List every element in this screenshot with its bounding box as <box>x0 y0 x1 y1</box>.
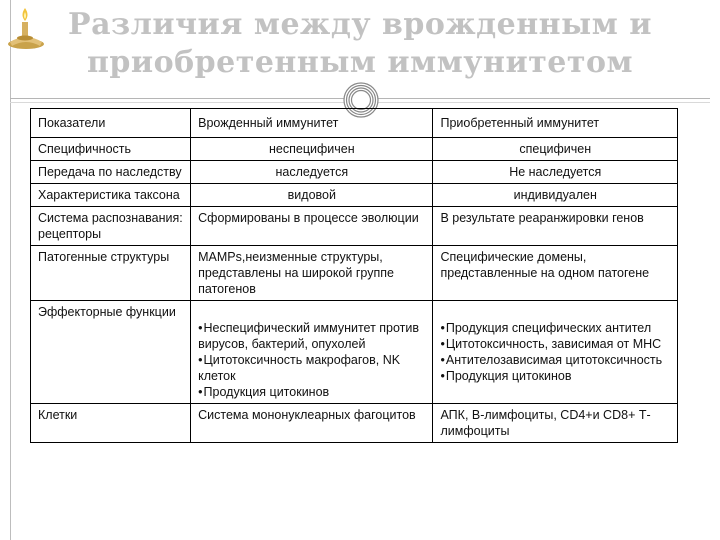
comparison-table <box>30 108 678 443</box>
header-cell: Врожденный иммунитет <box>191 109 433 138</box>
row-label: Патогенные структуры <box>31 246 191 301</box>
row-label: Эффекторные функции <box>31 301 191 404</box>
acquired-cell: Специфические домены, представленные на одном патогене <box>433 246 678 301</box>
acquired-cell: В результате реаранжировки генов <box>433 207 678 246</box>
acquired-cell: Не наследуется <box>433 161 678 184</box>
table-row <box>31 301 678 404</box>
table-row <box>31 207 678 246</box>
page-title <box>60 6 660 82</box>
oil-lamp-icon <box>2 4 48 54</box>
list-item: • Антителозависимая цитотоксичность <box>440 352 670 368</box>
table-row <box>31 184 678 207</box>
table-header-row <box>31 109 678 138</box>
innate-effector-list <box>198 320 425 400</box>
list-item: • Продукция цитокинов <box>198 384 425 400</box>
innate-cell: наследуется <box>191 161 433 184</box>
acquired-cell: АПК, В-лимфоциты, CD4+и CD8+ Т-лимфоциты <box>433 404 678 443</box>
header-cell: Приобретенный иммунитет <box>433 109 678 138</box>
table-row <box>31 246 678 301</box>
innate-cell: неспецифичен <box>191 138 433 161</box>
title-line-1: Различия между врожденным и <box>68 7 652 42</box>
innate-cell: MAMPs,неизменные структуры, представлены на широкой группе патогенов <box>191 246 433 301</box>
list-item: • Продукция цитокинов <box>440 368 670 384</box>
list-item: • Цитотоксичность, зависимая от MHC <box>440 336 670 352</box>
row-label: Передача по наследству <box>31 161 191 184</box>
innate-cell: Сформированы в процессе эволюции <box>191 207 433 246</box>
row-label: Система распознавания: рецепторы <box>31 207 191 246</box>
list-item: • Цитотоксичность макрофагов, NK клеток <box>198 352 425 384</box>
row-label: Характеристика таксона <box>31 184 191 207</box>
acquired-effector-list <box>440 320 670 384</box>
table-row <box>31 161 678 184</box>
row-label: Клетки <box>31 404 191 443</box>
innate-cell: Система мононуклеарных фагоцитов <box>191 404 433 443</box>
table-row <box>31 138 678 161</box>
acquired-cell <box>433 301 678 404</box>
innate-cell <box>191 301 433 404</box>
list-item: • Продукция специфических антител <box>440 320 670 336</box>
list-item: • Неспецифический иммунитет против вирусов, бактерий, опухолей <box>198 320 425 352</box>
innate-cell: видовой <box>191 184 433 207</box>
header-cell: Показатели <box>31 109 191 138</box>
table-row <box>31 404 678 443</box>
left-rule <box>10 0 11 540</box>
acquired-cell: специфичен <box>433 138 678 161</box>
row-label: Специфичность <box>31 138 191 161</box>
acquired-cell: индивидуален <box>433 184 678 207</box>
title-line-2: приобретенным иммунитетом <box>86 45 634 80</box>
